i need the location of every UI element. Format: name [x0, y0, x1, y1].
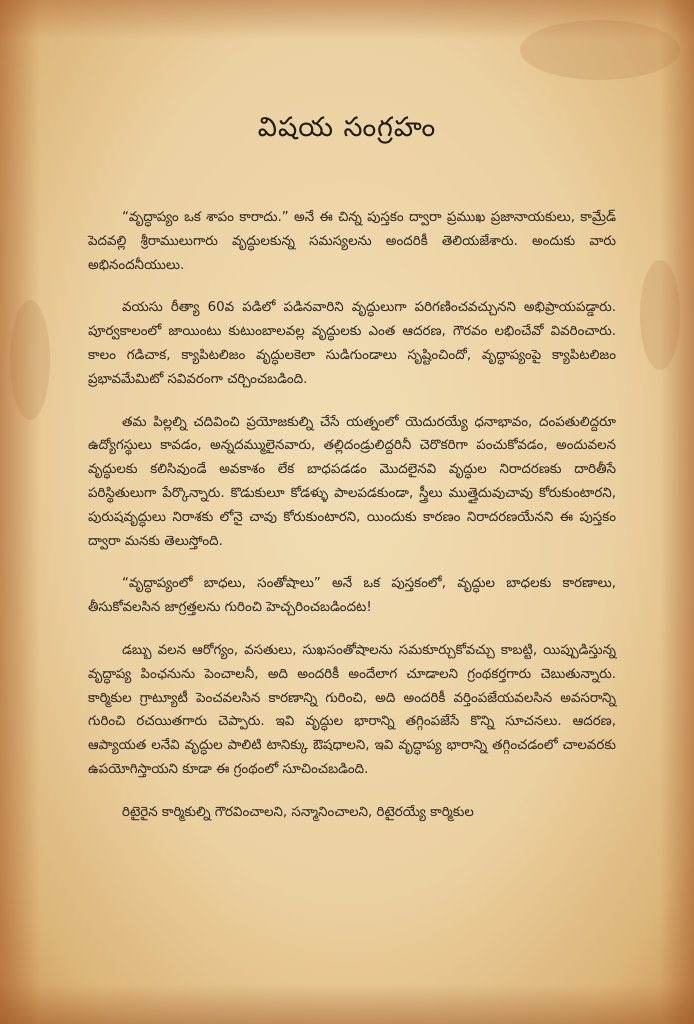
page-edge-shading-bottom: [0, 984, 694, 1024]
paper-stain: [520, 20, 680, 80]
paper-stain: [10, 300, 50, 420]
paragraph: “వృద్ధాప్యం ఒక శాపం కారాదు.” అనే ఈ చిన్న పుస్తకం ద్వారా ప్రముఖ ప్రజానాయకులు, కామ్రేడ్ పెదవల్లి శ్రీరాములుగారు వృద్ధులకున్న సమస్యలను అందరికీ తెలియజేశారు. అందుకు వారు అభినందనీయులు.: [88, 210, 616, 273]
paragraph: డబ్బు వలన ఆరోగ్యం, వసతులు, సుఖసంతోషాలను సమకూర్చుకోవచ్చు కాబట్టి, యిప్పుడిస్తున్న వృద్ధాప్య పింఛనును పెంచాలనీ, అది అందరికీ అందేలాగ చూడాలని గ్రంథకర్తగారు చెబుతున్నారు. కార్మికుల గ్రాట్యూటీ పెంచవలసిన కారణాన్ని గురించి, అది అందరికీ వర్తింపజేయవలసిన అవసరాన్ని గురించి రచయితగారు చెప్పారు. ఇవి వృద్ధుల భారాన్ని తగ్గింపజేసే కొన్ని సూచనలు. ఆదరణ, ఆప్యాయత లనేవి వృద్ధుల పాలిటి టానిక్కు ఔషధాలని, ఇవి వృద్ధాప్య భారాన్ని తగ్గించడంలో చాలవరకు ఉపయోగిస్తాయని కూడా ఈ గ్రంథంలో సూచించబడింది.: [88, 642, 616, 777]
page-edge-shading-right: [660, 0, 694, 1024]
page-edge-shading-left: [0, 0, 40, 1024]
paragraph: “వృద్ధాప్యంలో బాధలు, సంతోషాలు” అనే ఒక పుస్తకంలో, వృద్ధుల బాధలకు కారణాలు, తీసుకోవలసిన జాగ్రత్తలను గురించి హెచ్చరించబడిందట!: [88, 576, 616, 616]
paper-stain: [640, 260, 680, 370]
paragraph: తమ పిల్లల్ని చదివించి ప్రయోజకుల్ని చేసే యత్నంలో యెదురయ్యే ధనాభావం, దంపతులిద్దరూ ఉద్యోగస్థులు కావడం, అన్నదమ్ములైనవారు, తల్లిదండ్రులిద్దరినీ చెరొకరిగా పంచుకోవడం, అందువలన వృద్ధులకు కలిసివుండే అవకాశం లేక బాధపడడం మొదలైనవి వృద్ధుల నిరాదరణకు దారితీసే పరిస్థితులుగా పేర్కొన్నారు. కొడుకులూ కోడళ్ళు పాలపడకుండా, స్త్రీలు ముత్తైదువుచావు కోరుకుంటారని, పురుషవృద్ధులు నిరాశకు లోనై చావు కోరుకుంటారని, యిందుకు కారణం నిరాదరణయేనని ఈ పుస్తకం ద్వారా మనకు తెలుస్తోంది.: [88, 414, 616, 549]
paragraph: రిటైరైన కార్మికుల్ని గౌరవించాలని, సన్మానించాలని, రిటైరయ్యే కార్మికుల: [122, 804, 474, 820]
document-body: [88, 206, 616, 844]
page-title: విషయ సంగ్రహం: [257, 112, 437, 143]
paragraph: వయసు రీత్యా 60వ పడిలో పడినవారిని వృద్ధులుగా పరిగణించవచ్చునని అభిప్రాయపడ్డారు. పూర్వకాలంలో జాయింటు కుటుంబాలవల్ల వృద్ధులకు ఎంత ఆదరణ, గౌరవం లభించేవో వివరించారు. కాలం గడిచాక, క్యాపిటలిజం వృద్ధులకెలా సుడిగుండాలు సృష్టించిందో, వృద్ధాప్యంపై క్యాపిటలిజం ప్రభావమేమిటో సవివరంగా చర్చించబడింది.: [88, 300, 616, 387]
